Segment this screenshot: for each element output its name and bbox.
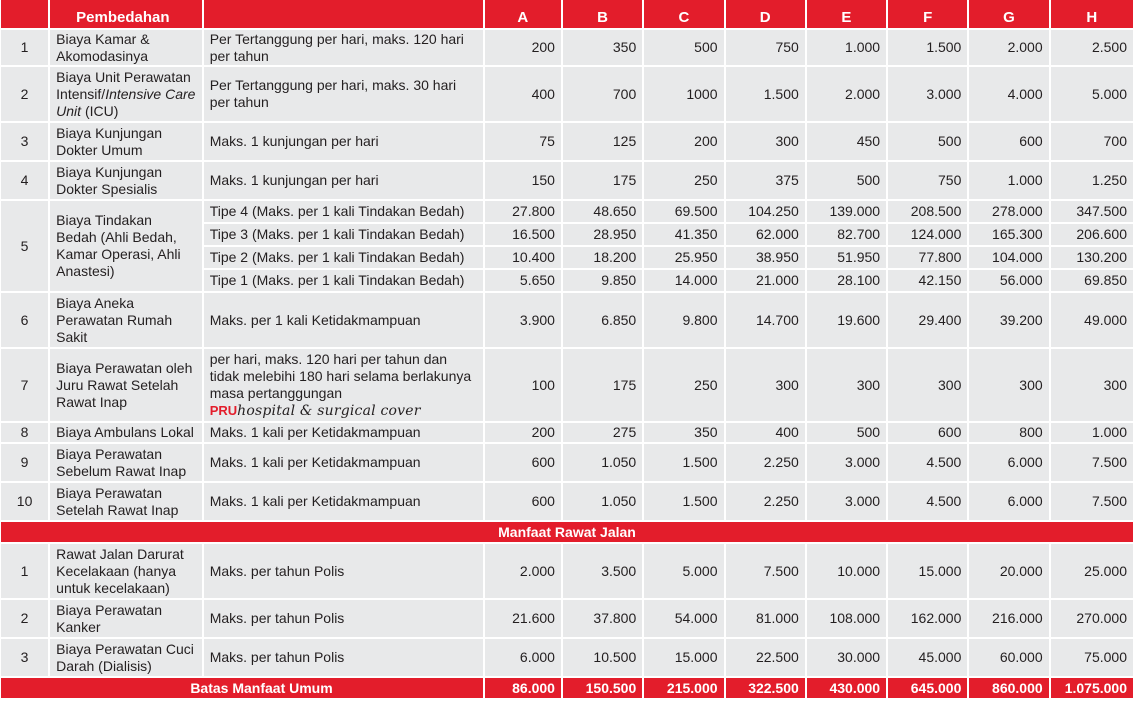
value-f: 4.500 bbox=[888, 444, 967, 481]
value-b: 3.500 bbox=[563, 544, 642, 598]
value-b: 28.950 bbox=[563, 224, 642, 245]
value-f: 4.500 bbox=[888, 483, 967, 520]
value-c: 9.800 bbox=[644, 293, 723, 347]
value-c: 250 bbox=[644, 162, 723, 199]
table-row bbox=[1, 293, 1133, 347]
value-e: 3.000 bbox=[807, 444, 886, 481]
table-row bbox=[1, 483, 1133, 520]
value-g: 6.000 bbox=[969, 444, 1048, 481]
value-e: 30.000 bbox=[807, 639, 886, 676]
benefit-name: Biaya Perawatan Setelah Rawat Inap bbox=[50, 483, 202, 520]
benefit-name: Biaya Kamar & Akomodasinya bbox=[50, 30, 202, 65]
value-g: 2.000 bbox=[969, 30, 1048, 65]
benefit-name bbox=[50, 67, 202, 121]
value-g: 300 bbox=[969, 349, 1048, 421]
value-a: 150 bbox=[485, 162, 561, 199]
value-a: 21.600 bbox=[485, 600, 561, 637]
value-g: 800 bbox=[969, 423, 1048, 442]
benefit-name-part: Biaya Unit Perawatan Intensif/ bbox=[56, 68, 191, 102]
value-c: 1.500 bbox=[644, 444, 723, 481]
value-h: 7.500 bbox=[1051, 483, 1133, 520]
value-h: 347.500 bbox=[1051, 201, 1133, 222]
table-row bbox=[1, 600, 1133, 637]
value-e: 139.000 bbox=[807, 201, 886, 222]
benefit-name: Rawat Jalan Darurat Kecelakaan (hanya untuk kecelakaan) bbox=[50, 544, 202, 598]
value-e: 500 bbox=[807, 162, 886, 199]
total-label: Batas Manfaat Umum bbox=[1, 678, 483, 698]
value-e: 10.000 bbox=[807, 544, 886, 598]
total-c: 215.000 bbox=[644, 678, 723, 698]
benefit-name: Biaya Perawatan Kanker bbox=[50, 600, 202, 637]
value-f: 162.000 bbox=[888, 600, 967, 637]
value-c: 1.500 bbox=[644, 483, 723, 520]
value-h: 2.500 bbox=[1051, 30, 1133, 65]
benefit-description: Per Tertanggung per hari, maks. 120 hari per tahun bbox=[204, 30, 483, 65]
value-h: 7.500 bbox=[1051, 444, 1133, 481]
total-d: 322.500 bbox=[726, 678, 805, 698]
row-number: 10 bbox=[1, 483, 48, 520]
value-g: 600 bbox=[969, 123, 1048, 160]
value-b: 1.050 bbox=[563, 444, 642, 481]
value-d: 38.950 bbox=[726, 247, 805, 268]
benefit-name-italic: Intensive Care Unit bbox=[56, 85, 196, 119]
value-b: 1.050 bbox=[563, 483, 642, 520]
value-b: 10.500 bbox=[563, 639, 642, 676]
value-d: 21.000 bbox=[726, 270, 805, 291]
value-b: 37.800 bbox=[563, 600, 642, 637]
value-c: 69.500 bbox=[644, 201, 723, 222]
value-b: 350 bbox=[563, 30, 642, 65]
section-title-outpatient: Manfaat Rawat Jalan bbox=[1, 522, 1133, 542]
value-h: 5.000 bbox=[1051, 67, 1133, 121]
value-c: 54.000 bbox=[644, 600, 723, 637]
row-number: 4 bbox=[1, 162, 48, 199]
value-d: 81.000 bbox=[726, 600, 805, 637]
section-header-row bbox=[1, 522, 1133, 542]
benefit-name: Biaya Kunjungan Dokter Spesialis bbox=[50, 162, 202, 199]
plan-header-h: H bbox=[1051, 0, 1133, 28]
value-g: 1.000 bbox=[969, 162, 1048, 199]
value-a: 600 bbox=[485, 483, 561, 520]
row-number: 3 bbox=[1, 123, 48, 160]
value-c: 41.350 bbox=[644, 224, 723, 245]
value-b: 175 bbox=[563, 162, 642, 199]
row-number: 5 bbox=[1, 201, 48, 291]
value-a: 100 bbox=[485, 349, 561, 421]
benefit-name: Biaya Aneka Perawatan Rumah Sakit bbox=[50, 293, 202, 347]
surgery-tier-description: Tipe 3 (Maks. per 1 kali Tindakan Bedah) bbox=[204, 224, 483, 245]
pru-brand-prefix: PRU bbox=[209, 402, 238, 418]
value-f: 124.000 bbox=[888, 224, 967, 245]
value-c: 1000 bbox=[644, 67, 723, 121]
plan-header-b: B bbox=[563, 0, 642, 28]
row-number: 1 bbox=[1, 544, 48, 598]
table-row bbox=[1, 639, 1133, 676]
total-row bbox=[1, 678, 1133, 698]
value-h: 75.000 bbox=[1051, 639, 1133, 676]
total-b: 150.500 bbox=[563, 678, 642, 698]
value-c: 350 bbox=[644, 423, 723, 442]
value-b: 18.200 bbox=[563, 247, 642, 268]
value-d: 375 bbox=[726, 162, 805, 199]
benefit-name: Biaya Perawatan Sebelum Rawat Inap bbox=[50, 444, 202, 481]
value-h: 130.200 bbox=[1051, 247, 1133, 268]
value-d: 22.500 bbox=[726, 639, 805, 676]
value-e: 51.950 bbox=[807, 247, 886, 268]
value-e: 28.100 bbox=[807, 270, 886, 291]
value-g: 278.000 bbox=[969, 201, 1048, 222]
benefit-description-text: per hari, maks. 120 hari per tahun dan tidak melebihi 180 hari selama berlakunya masa pertanggungan bbox=[209, 350, 472, 401]
plan-header-g: G bbox=[969, 0, 1048, 28]
surgery-tier-description: Tipe 2 (Maks. per 1 kali Tindakan Bedah) bbox=[204, 247, 483, 268]
value-f: 1.500 bbox=[888, 30, 967, 65]
value-g: 165.300 bbox=[969, 224, 1048, 245]
value-a: 5.650 bbox=[485, 270, 561, 291]
table-row bbox=[1, 123, 1133, 160]
value-e: 108.000 bbox=[807, 600, 886, 637]
table-row bbox=[1, 67, 1133, 121]
value-d: 2.250 bbox=[726, 483, 805, 520]
row-number: 2 bbox=[1, 600, 48, 637]
table-row bbox=[1, 544, 1133, 598]
value-c: 25.950 bbox=[644, 247, 723, 268]
benefit-description: Maks. per tahun Polis bbox=[204, 639, 483, 676]
value-a: 10.400 bbox=[485, 247, 561, 268]
benefit-description bbox=[204, 349, 483, 421]
value-c: 250 bbox=[644, 349, 723, 421]
value-a: 3.900 bbox=[485, 293, 561, 347]
value-h: 1.000 bbox=[1051, 423, 1133, 442]
value-b: 700 bbox=[563, 67, 642, 121]
value-f: 42.150 bbox=[888, 270, 967, 291]
value-e: 1.000 bbox=[807, 30, 886, 65]
table-row bbox=[1, 201, 1133, 222]
row-number: 8 bbox=[1, 423, 48, 442]
total-a: 86.000 bbox=[485, 678, 561, 698]
value-f: 750 bbox=[888, 162, 967, 199]
value-f: 208.500 bbox=[888, 201, 967, 222]
value-h: 300 bbox=[1051, 349, 1133, 421]
value-d: 14.700 bbox=[726, 293, 805, 347]
value-h: 69.850 bbox=[1051, 270, 1133, 291]
value-h: 25.000 bbox=[1051, 544, 1133, 598]
total-g: 860.000 bbox=[969, 678, 1048, 698]
value-d: 7.500 bbox=[726, 544, 805, 598]
row-number: 7 bbox=[1, 349, 48, 421]
value-e: 3.000 bbox=[807, 483, 886, 520]
value-a: 2.000 bbox=[485, 544, 561, 598]
value-e: 82.700 bbox=[807, 224, 886, 245]
value-c: 200 bbox=[644, 123, 723, 160]
header-no-cell bbox=[1, 0, 48, 28]
value-c: 15.000 bbox=[644, 639, 723, 676]
table-row bbox=[1, 423, 1133, 442]
table-row bbox=[1, 30, 1133, 65]
total-e: 430.000 bbox=[807, 678, 886, 698]
benefit-description: Maks. 1 kali per Ketidakmampuan bbox=[204, 444, 483, 481]
table-row bbox=[1, 349, 1133, 421]
plan-header-e: E bbox=[807, 0, 886, 28]
value-h: 1.250 bbox=[1051, 162, 1133, 199]
benefit-description: Maks. 1 kali per Ketidakmampuan bbox=[204, 423, 483, 442]
value-e: 19.600 bbox=[807, 293, 886, 347]
total-h: 1.075.000 bbox=[1051, 678, 1133, 698]
value-e: 2.000 bbox=[807, 67, 886, 121]
value-g: 20.000 bbox=[969, 544, 1048, 598]
benefit-name: Biaya Perawatan oleh Juru Rawat Setelah Rawat Inap bbox=[50, 349, 202, 421]
value-c: 14.000 bbox=[644, 270, 723, 291]
header-desc-cell bbox=[204, 0, 483, 28]
value-e: 500 bbox=[807, 423, 886, 442]
value-b: 6.850 bbox=[563, 293, 642, 347]
benefit-description: Maks. per tahun Polis bbox=[204, 544, 483, 598]
value-g: 4.000 bbox=[969, 67, 1048, 121]
value-g: 104.000 bbox=[969, 247, 1048, 268]
table-row bbox=[1, 444, 1133, 481]
value-b: 9.850 bbox=[563, 270, 642, 291]
value-f: 500 bbox=[888, 123, 967, 160]
benefit-name: Biaya Ambulans Lokal bbox=[50, 423, 202, 442]
value-h: 49.000 bbox=[1051, 293, 1133, 347]
value-a: 27.800 bbox=[485, 201, 561, 222]
value-b: 275 bbox=[563, 423, 642, 442]
value-b: 125 bbox=[563, 123, 642, 160]
value-d: 300 bbox=[726, 349, 805, 421]
value-g: 39.200 bbox=[969, 293, 1048, 347]
value-a: 6.000 bbox=[485, 639, 561, 676]
value-d: 62.000 bbox=[726, 224, 805, 245]
value-g: 60.000 bbox=[969, 639, 1048, 676]
value-a: 16.500 bbox=[485, 224, 561, 245]
row-number: 6 bbox=[1, 293, 48, 347]
benefit-name: Biaya Tindakan Bedah (Ahli Bedah, Kamar Operasi, Ahli Anastesi) bbox=[50, 201, 202, 291]
benefit-description: Maks. per tahun Polis bbox=[204, 600, 483, 637]
value-g: 216.000 bbox=[969, 600, 1048, 637]
plan-header-a: A bbox=[485, 0, 561, 28]
value-a: 200 bbox=[485, 423, 561, 442]
surgery-tier-description: Tipe 4 (Maks. per 1 kali Tindakan Bedah) bbox=[204, 201, 483, 222]
value-f: 77.800 bbox=[888, 247, 967, 268]
value-d: 2.250 bbox=[726, 444, 805, 481]
value-f: 45.000 bbox=[888, 639, 967, 676]
value-a: 600 bbox=[485, 444, 561, 481]
value-e: 450 bbox=[807, 123, 886, 160]
value-f: 600 bbox=[888, 423, 967, 442]
value-c: 5.000 bbox=[644, 544, 723, 598]
value-e: 300 bbox=[807, 349, 886, 421]
total-f: 645.000 bbox=[888, 678, 967, 698]
surgery-tier-description: Tipe 1 (Maks. per 1 kali Tindakan Bedah) bbox=[204, 270, 483, 291]
table-row bbox=[1, 162, 1133, 199]
value-g: 6.000 bbox=[969, 483, 1048, 520]
value-d: 300 bbox=[726, 123, 805, 160]
value-d: 104.250 bbox=[726, 201, 805, 222]
plan-header-c: C bbox=[644, 0, 723, 28]
product-name-script: hospital & surgical cover bbox=[237, 402, 421, 419]
header-category: Pembedahan bbox=[50, 0, 202, 28]
plan-header-f: F bbox=[888, 0, 967, 28]
benefit-description: Maks. per 1 kali Ketidakmampuan bbox=[204, 293, 483, 347]
value-f: 300 bbox=[888, 349, 967, 421]
benefit-name-part: (ICU) bbox=[81, 102, 119, 119]
value-g: 56.000 bbox=[969, 270, 1048, 291]
value-h: 206.600 bbox=[1051, 224, 1133, 245]
benefit-name: Biaya Perawatan Cuci Darah (Dialisis) bbox=[50, 639, 202, 676]
value-f: 29.400 bbox=[888, 293, 967, 347]
value-d: 750 bbox=[726, 30, 805, 65]
benefit-description: Per Tertanggung per hari, maks. 30 hari per tahun bbox=[204, 67, 483, 121]
value-b: 48.650 bbox=[563, 201, 642, 222]
value-f: 15.000 bbox=[888, 544, 967, 598]
value-d: 400 bbox=[726, 423, 805, 442]
value-c: 500 bbox=[644, 30, 723, 65]
value-a: 200 bbox=[485, 30, 561, 65]
value-h: 700 bbox=[1051, 123, 1133, 160]
benefit-description: Maks. 1 kunjungan per hari bbox=[204, 123, 483, 160]
value-h: 270.000 bbox=[1051, 600, 1133, 637]
value-b: 175 bbox=[563, 349, 642, 421]
row-number: 2 bbox=[1, 67, 48, 121]
value-f: 3.000 bbox=[888, 67, 967, 121]
plan-header-d: D bbox=[726, 0, 805, 28]
value-a: 400 bbox=[485, 67, 561, 121]
row-number: 9 bbox=[1, 444, 48, 481]
value-d: 1.500 bbox=[726, 67, 805, 121]
benefit-description: Maks. 1 kunjungan per hari bbox=[204, 162, 483, 199]
row-number: 3 bbox=[1, 639, 48, 676]
benefit-name: Biaya Kunjungan Dokter Umum bbox=[50, 123, 202, 160]
value-a: 75 bbox=[485, 123, 561, 160]
row-number: 1 bbox=[1, 30, 48, 65]
header-row bbox=[1, 0, 1133, 28]
benefit-description: Maks. 1 kali per Ketidakmampuan bbox=[204, 483, 483, 520]
